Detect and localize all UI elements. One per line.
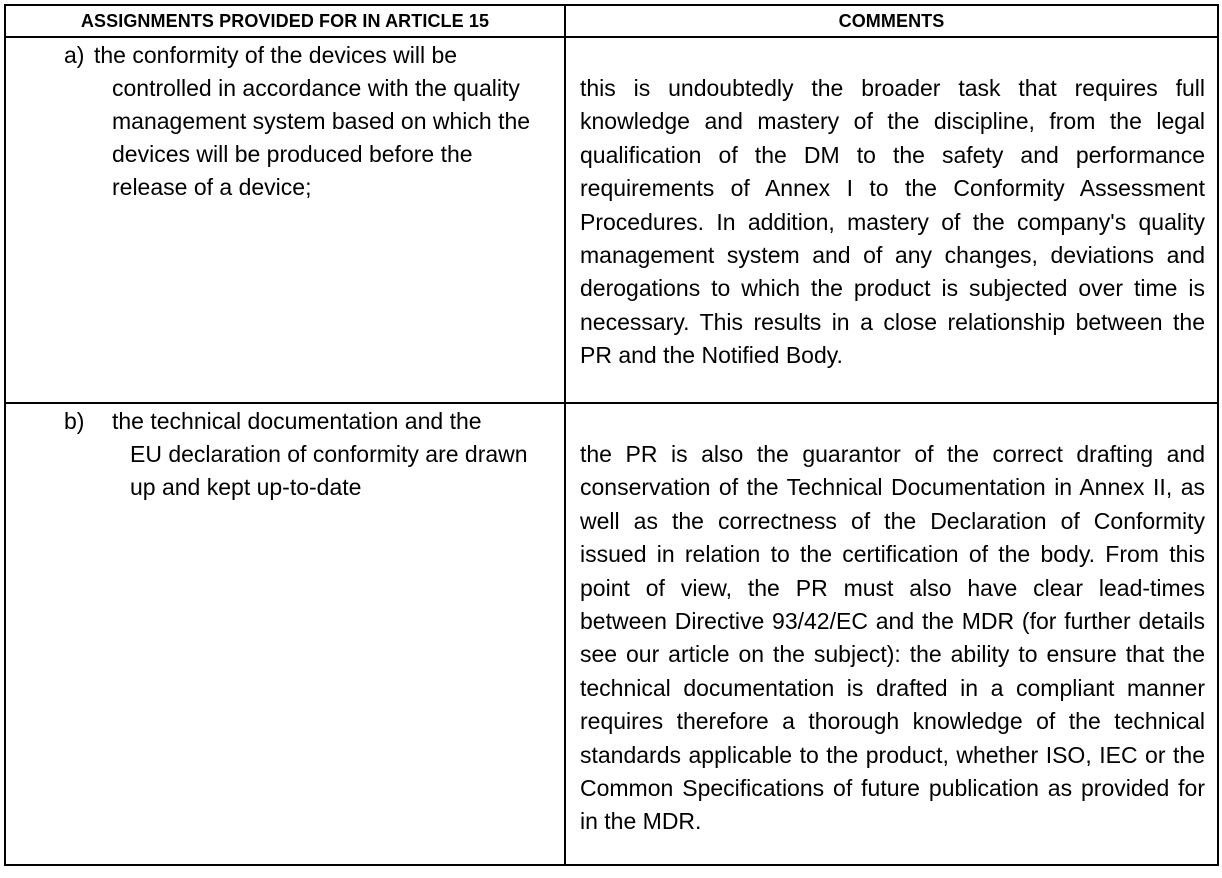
table-row: [5, 37, 1218, 403]
assignment-text-first-line: the technical documentation and the: [112, 408, 482, 434]
assignment-item: [64, 39, 552, 204]
header-comments: COMMENTS: [565, 5, 1218, 37]
article-15-table: [4, 4, 1219, 866]
item-marker: a): [64, 42, 85, 68]
table-row: [5, 403, 1218, 865]
header-assignments: ASSIGNMENTS PROVIDED FOR IN ARTICLE 15: [5, 5, 565, 37]
assignment-text: controlled in accordance with the quality management system based on which the devices will be produced before the release of a device;: [112, 75, 531, 200]
comment-cell: [565, 37, 1218, 403]
comment-text: this is undoubtedly the broader task that requires full knowledge and mastery of the discipline, from the legal qualification of the DM to the safety and performance requirements of Annex I to the Conformity Assessment Procedures. In addition, mastery of the company's quality management system and of any changes, deviations and derogations to which the product is subjected over time is necessary. This results in a close relationship between the PR and the Notified Body.: [580, 75, 1205, 369]
comment-text: the PR is also the guarantor of the correct drafting and conservation of the Technical Documentation in Annex II, as well as the correctness of the Declaration of Conformity issued in relation to the certification of the body. From this point of view, the PR must also have clear lead-times between Directive 93/42/EC and the MDR (for further details see our article on the subject): the ability to ensure that the technical documentation is drafted in a compliant manner requires therefore a thorough knowledge of the technical standards applicable to the product, whether ISO, IEC or the Common Specifications of future publication as provided for in the MDR.: [580, 441, 1205, 835]
header-row: [5, 5, 1218, 37]
assignment-cell: [5, 37, 565, 403]
assignment-cell: [5, 403, 565, 865]
assignment-text: EU declaration of conformity are drawn up and kept up-to-date: [130, 441, 528, 500]
comment-cell: [565, 403, 1218, 865]
assignment-item: [64, 405, 552, 504]
item-marker: b): [64, 408, 85, 434]
assignment-text-first-line: the conformity of the devices will be: [94, 42, 458, 68]
